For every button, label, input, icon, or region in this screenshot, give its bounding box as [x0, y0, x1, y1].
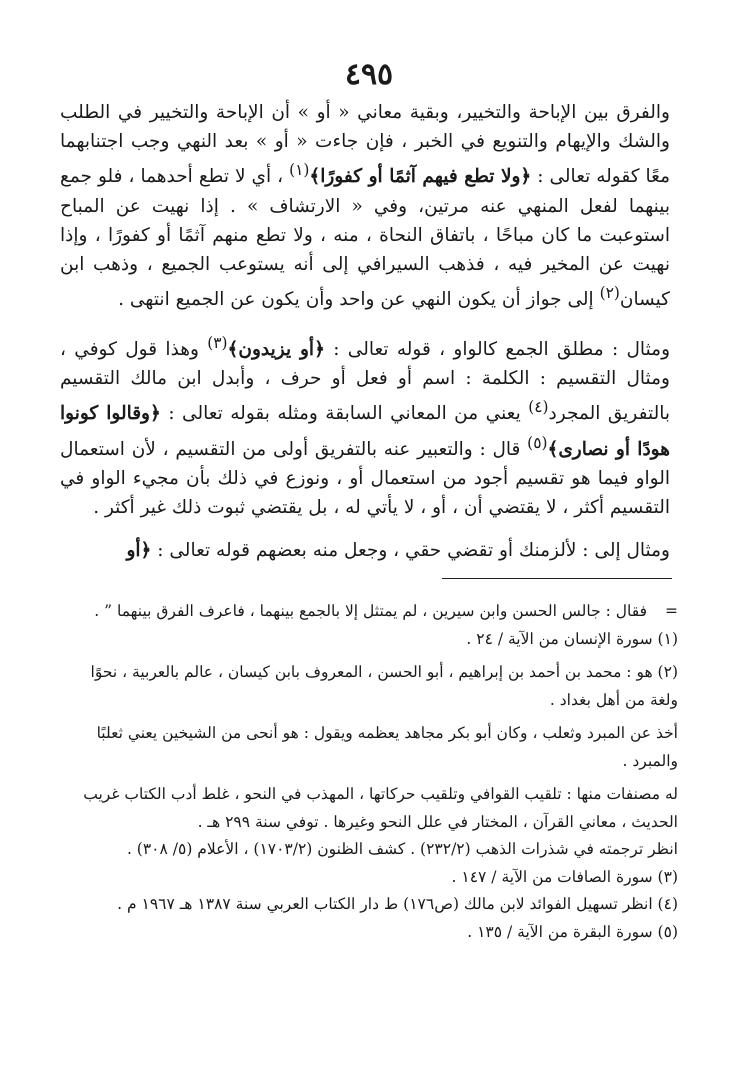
- footnotes: [60, 598, 678, 946]
- paragraph-examples: [60, 329, 670, 523]
- footnote-4: (٤) انظر تسهيل الفوائد لابن مالك (ص١٧٦) ط دار الكتاب العربي سنة ١٣٨٧ هـ ١٩٦٧ م .: [117, 895, 678, 913]
- footnote-divider: [442, 578, 672, 579]
- main-text: [60, 98, 670, 566]
- text-segment: ومثال إلى : لألزمنك أو تقضي حقي ، وجعل منه بعضهم قوله تعالى :: [151, 540, 670, 562]
- footnote-ref-1: (١): [289, 161, 310, 180]
- footnote-ref-5: (٥): [527, 433, 548, 452]
- footnote-continuation: [60, 598, 678, 626]
- quran-verse: ﴿وقالوا كونوا هودًا أو نصارى﴾: [60, 403, 670, 460]
- footnote-2: (٢) هو : محمد بن أحمد بن إبراهيم ، أبو الحسن ، المعروف بابن كيسان ، عالم بالعربية ، نحوًا ولغة من أهل بغداد .: [90, 663, 678, 709]
- quran-verse: ﴿ولا تطع فيهم آثمًا أو كفورًا﴾: [309, 166, 532, 188]
- footnote-2-teachers: أخذ عن المبرد وثعلب ، وكان أبو بكر مجاهد يعظمه ويقول : هو أنحى من الشيخين يعني ثعلبًا والمبرد .: [96, 724, 678, 770]
- text-segment: والفرق بين الإباحة والتخيير، وبقية معاني « أو » أن الإباحة والتخيير في الطلب والشك والإيهام والتنويع في الخبر ، فإن جاءت « أو » بعد النهي وجب اجتنابهما معًا كقوله تعالى :: [60, 102, 670, 188]
- text-segment: يعني من المعاني السابقة ومثله بقوله تعالى :: [160, 403, 529, 425]
- footnote-text: فقال : جالس الحسن وابن سيرين ، لم يمتثل إلا بالجمع بينهما ، فاعرف الفرق بينهما ” .: [94, 602, 647, 620]
- footnote-ref-2: (٢): [599, 284, 620, 303]
- footnote-5: (٥) سورة البقرة من الآية / ١٣٥ .: [467, 922, 678, 941]
- footnote-3: (٣) سورة الصافات من الآية / ١٤٧ .: [451, 867, 678, 886]
- footnote-2-sources: انظر ترجمته في شذرات الذهب (٢٣٢/٢) . كشف الظنون (١٧٠٣/٢) ، الأعلام (٥/ ٣٠٨) .: [126, 840, 678, 858]
- quran-verse: ﴿أو يزيدون﴾: [227, 338, 325, 360]
- text-segment: ، أي لا تطع أحدهما ، فلو جمع بينهما لفعل المنهي عنه مرتين، وفي « الارتشاف » . إذا نهيت عن المباح استوعبت ما كان مباحًا ، باتفاق النحاة ، منه ، ولا تطع منهم آثمًا أو كفورًا ، وإذا نهيت عن المخير فيه ، فذهب السيرافي إلى أنه يستوعب الجميع ، وذهب ابن كيسان: [60, 166, 670, 311]
- text-segment: وهذا قول كوفي ، ومثال التقسيم : الكلمة : اسم أو فعل أو حرف ، وأبدل ابن مالك التقسيم بالتفريق المجرد: [60, 338, 670, 425]
- text-segment: قال : والتعبير عنه بالتفريق أولى من التقسيم ، لأن استعمال الواو فيما هو تقسيم أجود من استعمال أو ، ونوزع في ذلك بأن مجيء الواو في التقسيم أكثر ، لا يقتضي أن ، أو ، لا يأتي له ، بل يقتضي ثبوت ذلك غير أكثر .: [60, 438, 670, 519]
- paragraph-difference: [60, 98, 670, 315]
- footnote-2-works: له مصنفات منها : تلقيب القوافي وتلقيب حركاتها ، المهذب في النحو ، غلط أدب الكتاب غريب الحديث ، معاني القرآن ، المختار في علل النحو وغيرها . توفي سنة ٢٩٩ هـ .: [83, 785, 678, 831]
- footnote-ref-3: (٣): [207, 333, 228, 352]
- text-segment: إلى جواز أن يكون النهي عن واحد وأن يكون عن الجميع انتهى .: [118, 289, 600, 311]
- continuation-mark: =: [665, 602, 678, 620]
- quran-verse: ﴿أو: [126, 540, 152, 562]
- footnote-ref-4: (٤): [528, 398, 549, 417]
- text-segment: ومثال : مطلق الجمع كالواو ، قوله تعالى :: [324, 338, 670, 360]
- paragraph-ila: [60, 536, 670, 565]
- page-number: ٤٩٥: [344, 57, 394, 92]
- footnote-1: (١) سورة الإنسان من الآية / ٢٤ .: [466, 629, 678, 648]
